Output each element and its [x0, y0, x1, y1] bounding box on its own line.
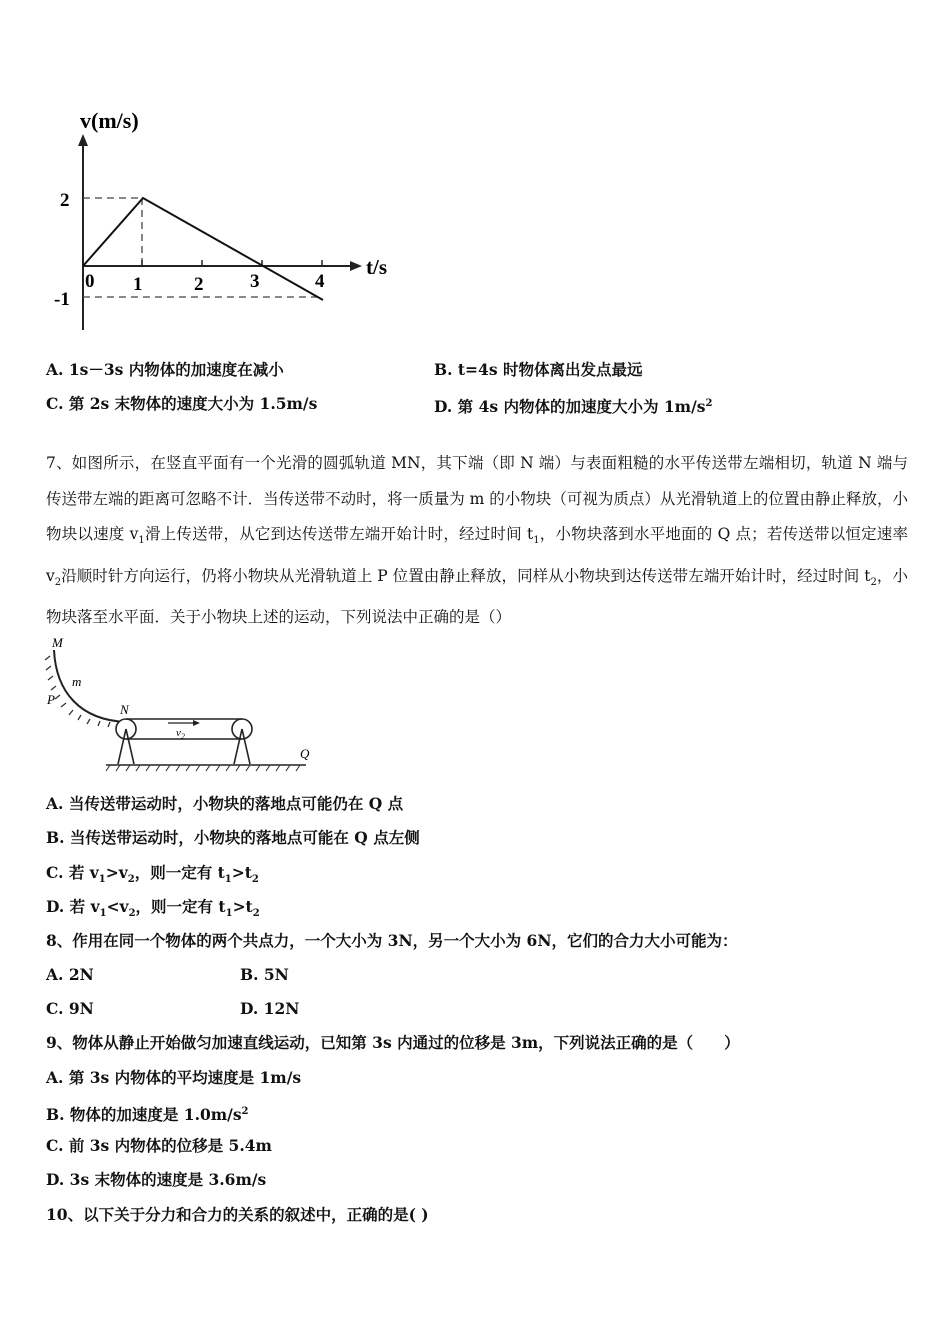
x-tick-1: 1: [133, 274, 143, 295]
q7-stem: [46, 446, 908, 636]
q7-d-s2: 2: [128, 908, 136, 920]
label-m: m: [72, 674, 82, 689]
q7-c-1: C. 若 v: [46, 863, 99, 882]
q7-c-2: >v: [105, 863, 128, 882]
label-M: M: [52, 635, 63, 650]
label-v2-sub: 2: [180, 732, 185, 741]
q7-c-3: ，则一定有 t: [134, 863, 225, 882]
q7-c-s2: 2: [127, 874, 135, 886]
label-N: N: [120, 702, 129, 717]
belt-arrow-head: [193, 720, 200, 726]
q7-option-c: [46, 863, 259, 890]
q7-c-s4: 2: [251, 874, 259, 886]
q6-option-d-sup: 2: [705, 398, 713, 409]
x-tick-4: 4: [315, 271, 325, 292]
q8-stem: 8、作用在同一个物体的两个共点力，一个大小为 3N，另一个大小为 6N，它们的合力大小可能为：: [46, 931, 738, 950]
q6-option-c: C. 第 2s 末物体的速度大小为 1.5m/s: [46, 394, 318, 413]
q9-option-b-sup: 2: [241, 1106, 249, 1117]
q7-stem-p2: 滑上传送带，从它到达传送带左端开始计时，经过时间 t: [144, 525, 534, 543]
label-v2-main: v: [176, 727, 181, 739]
q7-d-3: ，则一定有 t: [135, 897, 226, 916]
q7-d-4: >t: [232, 897, 253, 916]
q8-option-d: D. 12N: [240, 999, 300, 1018]
q7-sub-v1: 1: [138, 535, 145, 547]
vt-graph: [50, 100, 410, 340]
x-tick-3: 3: [250, 271, 260, 292]
ground-hatch: [106, 765, 300, 771]
q7-sub-t2: 2: [870, 576, 877, 588]
q7-stem-p5: ，小物块落至水平面．关于小物块上述的运动，下列说法中正确的是（）: [46, 566, 908, 627]
label-v2: [176, 727, 185, 741]
q7-d-s4: 2: [252, 908, 260, 920]
q8-option-c: C. 9N: [46, 999, 94, 1018]
q8-option-a: A. 2N: [46, 965, 94, 984]
arc-track: [54, 650, 126, 722]
q7-d-2: <v: [106, 897, 129, 916]
q7-stem-p4: 沿顺时针方向运行，仍将小物块从光滑轨道上 P 位置由静止释放，同样从小物块到达传送带左端开始计时，经过时间 t: [61, 566, 871, 585]
y-axis-arrow: [78, 134, 88, 146]
q7-sub-v2: 2: [54, 576, 62, 588]
q6-option-d-text: D. 第 4s 内物体的加速度大小为 1m/s: [434, 397, 706, 417]
q7-option-d: [46, 897, 260, 924]
q7-d-s3: 1: [225, 908, 233, 920]
y-tick-2: 2: [60, 190, 70, 211]
q9-option-c: C. 前 3s 内物体的位移是 5.4m: [46, 1136, 272, 1155]
q7-stem-p3: ，小物块落到水平地面的 Q 点；若传送带以恒定速率 v: [46, 525, 908, 585]
q8-option-b: B. 5N: [240, 965, 289, 984]
q7-sub-t1: 1: [533, 535, 540, 547]
x-axis-label: t/s: [366, 255, 387, 279]
q7-d-s1: 1: [99, 908, 107, 920]
q6-option-d: [434, 394, 712, 417]
q7-stem-p1: 7、如图所示，在竖直平面有一个光滑的圆弧轨道 MN，其下端（即 N 端）与表面粗糙的水平传送带左端相切，轨道 N 端与传送带左端的距离可忽略不计．当传送带不动时，将一质量为 m 的小物块（可视为质点）从光滑轨道上的位置由静止释放，小物块以速度 v: [46, 454, 908, 543]
q9-option-b-text: B. 物体的加速度是 1.0m/s: [46, 1105, 242, 1125]
label-P: P: [47, 692, 55, 707]
q7-d-1: D. 若 v: [46, 897, 100, 916]
q9-stem: 9、物体从静止开始做匀加速直线运动，已知第 3s 内通过的位移是 3m，下列说法正确的是（ ）: [46, 1033, 740, 1052]
q7-figure: [44, 632, 324, 774]
y-tick-m1: -1: [54, 289, 70, 310]
x-tick-0: 0: [85, 271, 95, 292]
q9-option-d: D. 3s 末物体的速度是 3.6m/s: [46, 1170, 267, 1189]
q7-c-s3: 1: [224, 874, 232, 886]
q6-option-b: B. t=4s 时物体离出发点最远: [434, 360, 643, 379]
label-Q: Q: [300, 746, 310, 761]
x-axis-arrow: [350, 261, 362, 271]
q7-option-b: B. 当传送带运动时，小物块的落地点可能在 Q 点左侧: [46, 828, 420, 847]
q9-option-a: A. 第 3s 内物体的平均速度是 1m/s: [46, 1068, 302, 1087]
q10-stem: 10、以下关于分力和合力的关系的叙述中，正确的是( ): [46, 1205, 429, 1224]
q6-option-a: A. 1s－3s 内物体的加速度在减小: [46, 360, 284, 379]
q9-option-b: [46, 1102, 249, 1125]
q7-c-4: >t: [231, 863, 252, 882]
q7-c-s1: 1: [98, 874, 106, 886]
y-axis-label: v(m/s): [80, 108, 139, 133]
x-tick-2: 2: [194, 274, 204, 295]
q7-option-a: A. 当传送带运动时，小物块的落地点可能仍在 Q 点: [46, 794, 404, 813]
